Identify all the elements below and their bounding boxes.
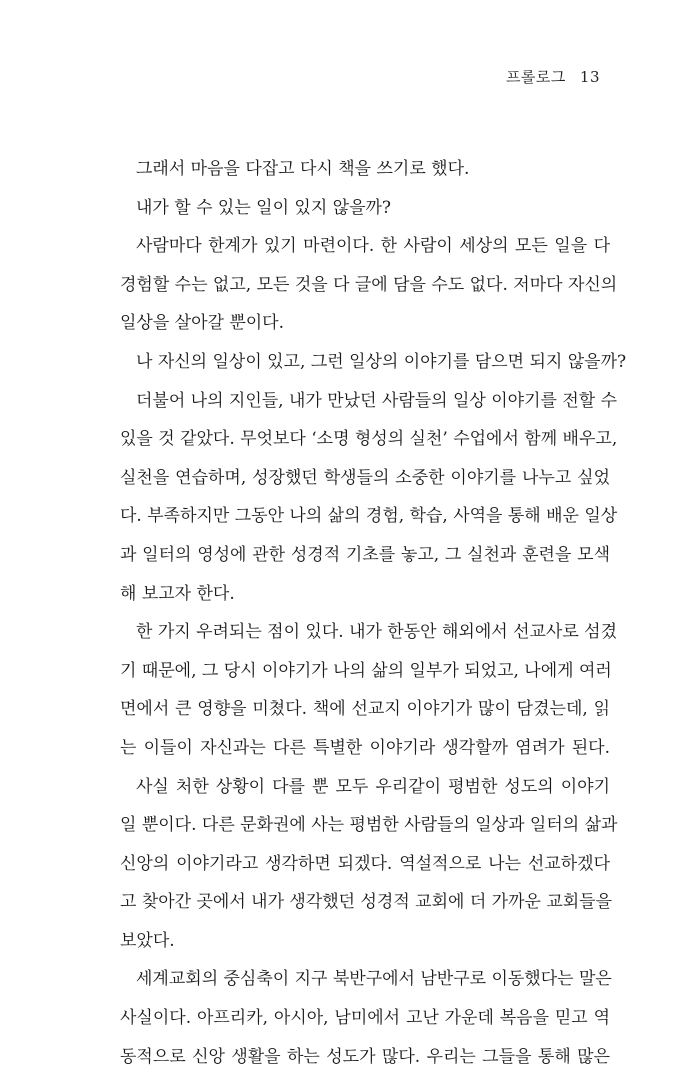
body-text	[120, 150, 627, 1076]
text-line: 나 자신의 일상이 있고, 그런 일상의 이야기를 담으면 되지 않을까?	[136, 351, 627, 372]
text-line: 다. 부족하지만 그동안 나의 삶의 경험, 학습, 사역을 통해 배운 일상	[120, 506, 618, 527]
text-line: 일상을 살아갈 뿐이다.	[120, 313, 285, 334]
chapter-title: 프롤로그	[505, 68, 566, 86]
text-line: 한 가지 우려되는 점이 있다. 내가 한동안 해외에서 선교사로 섬겼	[136, 622, 618, 643]
text-line: 신앙의 이야기라고 생각하면 되겠다. 역설적으로 나는 선교하겠다	[120, 853, 610, 874]
text-line: 는 이들이 자신과는 다른 특별한 이야기라 생각할까 염려가 된다.	[120, 737, 610, 758]
text-line: 사실이다. 아프리카, 아시아, 남미에서 고난 가운데 복음을 믿고 역	[120, 1008, 610, 1029]
text-line: 그래서 마음을 다잡고 다시 책을 쓰기로 했다.	[136, 159, 470, 179]
text-line: 있을 것 같았다. 무엇보다 ‘소명 형성의 실천’ 수업에서 함께 배우고,	[120, 429, 618, 450]
text-line: 고 찾아간 곳에서 내가 생각했던 성경적 교회에 더 가까운 교회들을	[120, 892, 613, 913]
text-line: 사람마다 한계가 있기 마련이다. 한 사람이 세상의 모든 일을 다	[136, 236, 610, 257]
text-line: 세계교회의 중심축이 지구 북반구에서 남반구로 이동했다는 말은	[136, 969, 612, 990]
text-line: 기 때문에, 그 당시 이야기가 나의 삶의 일부가 되었고, 나에게 여러	[120, 660, 612, 681]
page-number: 13	[579, 68, 600, 86]
text-line: 동적으로 신앙 생활을 하는 성도가 많다. 우리는 그들을 통해 많은	[120, 1046, 610, 1067]
text-line: 일 뿐이다. 다른 문화권에 사는 평범한 사람들의 일상과 일터의 삶과	[120, 815, 618, 836]
running-header	[506, 66, 600, 87]
text-line: 과 일터의 영성에 관한 성경적 기초를 놓고, 그 실천과 훈련을 모색	[120, 544, 610, 565]
text-line: 경험할 수는 없고, 모든 것을 다 글에 담을 수도 없다. 저마다 자신의	[120, 274, 618, 295]
text-line: 더불어 나의 지인들, 내가 만났던 사람들의 일상 이야기를 전할 수	[136, 390, 618, 411]
text-line: 면에서 큰 영향을 미쳤다. 책에 선교지 이야기가 많이 담겼는데, 읽	[120, 699, 610, 720]
text-line: 보았다.	[120, 930, 175, 951]
text-line: 실천을 연습하며, 성장했던 학생들의 소중한 이야기를 나누고 싶었	[120, 467, 610, 488]
text-line: 사실 처한 상황이 다를 뿐 모두 우리같이 평범한 성도의 이야기	[136, 776, 610, 797]
text-line: 해 보고자 한다.	[120, 583, 235, 604]
text-line: 내가 할 수 있는 일이 있지 않을까?	[136, 197, 392, 218]
